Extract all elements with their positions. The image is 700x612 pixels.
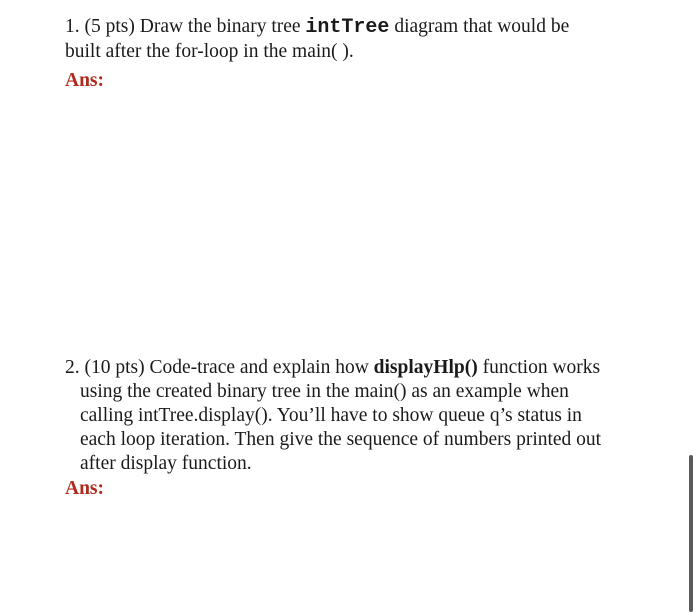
question-2-line-4: each loop iteration. Then give the sequence of numbers printed out <box>80 429 602 450</box>
question-2-lead: 2. (10 pts) Code-trace and explain how <box>65 357 374 378</box>
question-1 <box>65 15 665 64</box>
question-1-code-term: intTree <box>305 16 390 39</box>
question-2-line-5: after display function. <box>80 453 252 474</box>
question-1-line-2: built after the for-loop in the main( ). <box>65 41 354 62</box>
question-1-tail: diagram that would be <box>389 16 570 37</box>
question-2-bold-term: displayHlp() <box>373 357 478 378</box>
question-1-lead: 1. (5 pts) Draw the binary tree <box>65 16 306 37</box>
question-2 <box>65 356 665 476</box>
question-2-line-2: using the created binary tree in the main() as an example when <box>80 381 569 402</box>
answer-label-2: Ans: <box>65 478 105 499</box>
question-2-line-3: calling intTree.display(). You’ll have to show queue q’s status in <box>80 405 582 426</box>
question-1-line-1 <box>65 15 665 40</box>
question-2-line-1 <box>65 356 665 380</box>
question-2-tail: function works <box>477 357 601 378</box>
vertical-scrollbar[interactable] <box>689 455 693 612</box>
answer-label-1: Ans: <box>65 70 105 91</box>
